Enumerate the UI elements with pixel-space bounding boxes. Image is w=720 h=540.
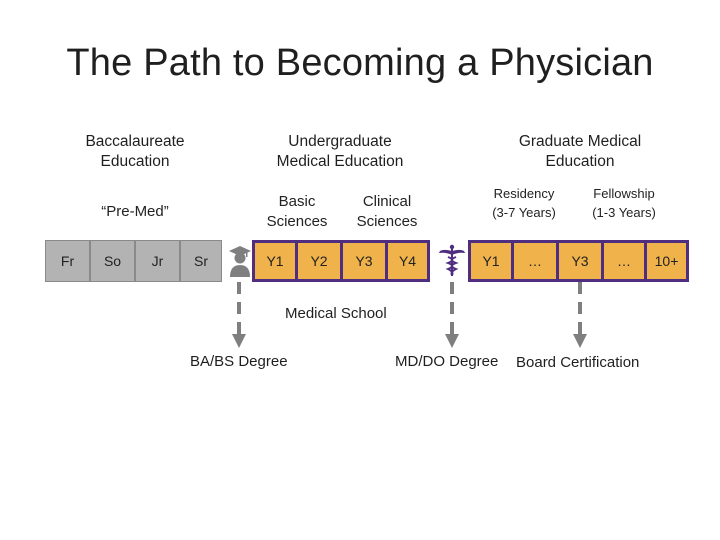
year-box-fr: Fr [45,240,90,282]
header-graduate: Graduate Medical Education [518,133,642,170]
label-medical-school: Medical School [285,305,387,322]
label-ba-bs-degree: BA/BS Degree [190,353,288,370]
year-box-med-y1: Y1 [255,243,295,279]
label-md-do-degree: MD/DO Degree [395,353,499,370]
label-board-certification: Board Certification [516,354,640,371]
year-box-med-y4: Y4 [388,243,427,279]
page-title: The Path to Becoming a Physician [66,42,654,84]
year-box-grad-ellipsis-2: … [604,243,644,279]
year-box-grad-y1: Y1 [471,243,511,279]
subheader-premed: “Pre-Med” [101,203,169,220]
subheader-basic-sciences: Basic Sciences [266,193,328,230]
subheader-fellowship: Fellowship (1-3 Years) [592,186,656,220]
arrowhead-ba-bs [232,334,246,348]
subheader-residency: Residency (3-7 Years) [492,186,556,220]
year-box-med-y2: Y2 [298,243,340,279]
year-box-med-y3: Y3 [343,243,385,279]
arrowhead-md-do [445,334,459,348]
year-box-so: So [90,240,135,282]
header-baccalaureate: Baccalaureate Education [85,133,185,170]
year-box-grad-y3: Y3 [559,243,601,279]
arrowhead-board [573,334,587,348]
subheader-clinical-sciences: Clinical Sciences [356,193,418,230]
header-undergraduate: Undergraduate Medical Education [276,133,404,170]
year-box-sr: Sr [180,240,222,282]
year-box-grad-10plus: 10+ [647,243,686,279]
year-box-jr: Jr [135,240,180,282]
year-box-grad-ellipsis-1: … [514,243,556,279]
